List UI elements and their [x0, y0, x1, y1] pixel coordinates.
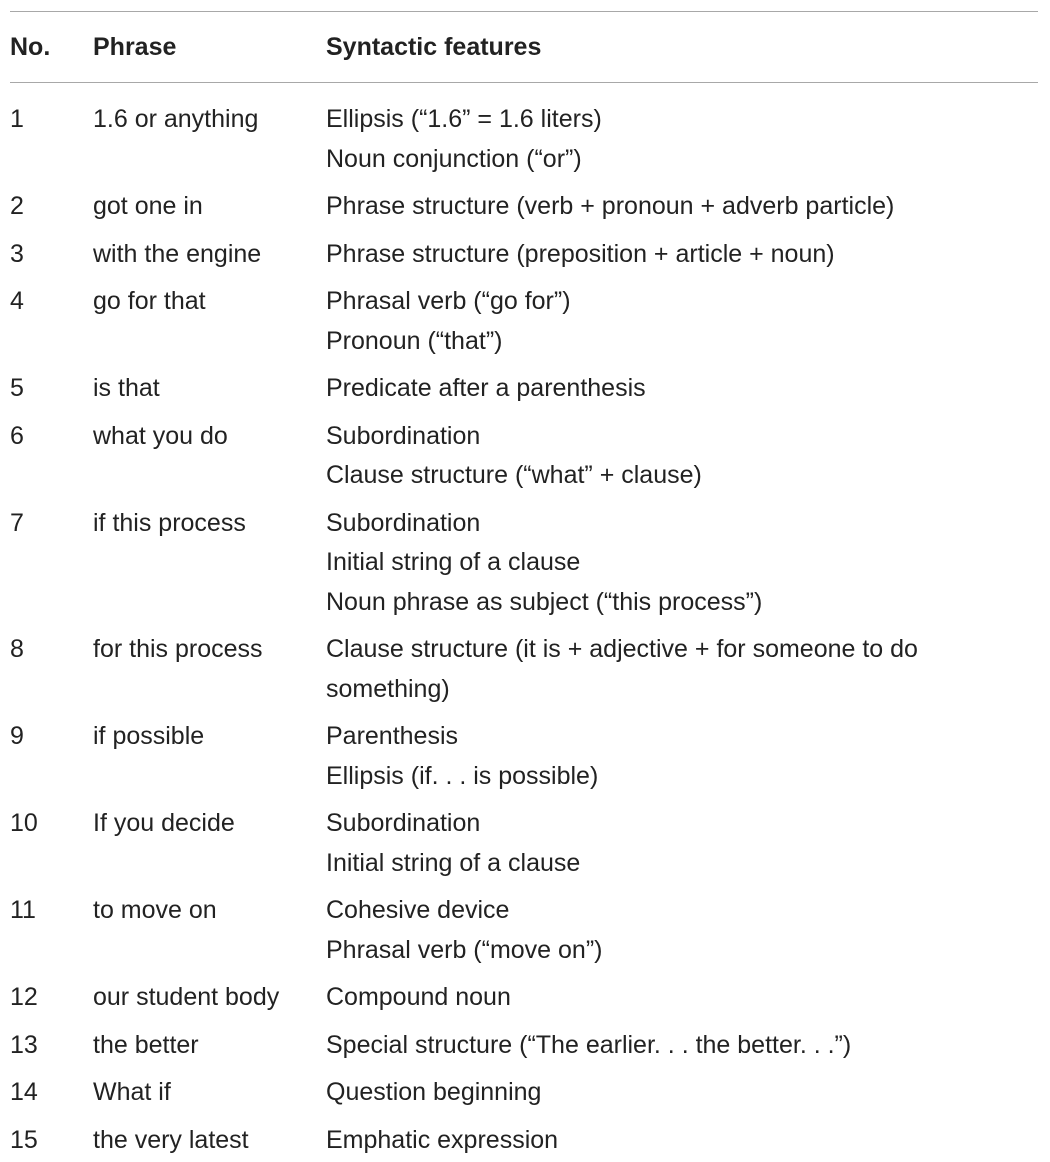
table-row: [10, 1018, 1038, 1066]
row-features: [326, 409, 1038, 496]
feature-line: Emphatic expression: [326, 1125, 559, 1154]
feature-line: Phrasal verb (“go for”): [326, 287, 571, 315]
row-number: 15: [10, 1125, 38, 1154]
row-number: 10: [10, 809, 38, 837]
row-number: 7: [10, 508, 24, 537]
row-features: [326, 1018, 1038, 1066]
feature-line: Question beginning: [326, 1078, 542, 1106]
table-body: [10, 83, 1038, 1161]
table-row: [10, 361, 1038, 409]
table-row: [10, 622, 1038, 709]
feature-line: Noun conjunction (“or”): [326, 144, 582, 173]
table-row: [10, 179, 1038, 227]
row-number: 14: [10, 1078, 38, 1106]
row-number: 5: [10, 374, 24, 402]
feature-line: Cohesive device: [326, 896, 510, 924]
feature-line: Phrase structure (preposition + article + noun): [326, 239, 835, 268]
row-phrase: go for that: [93, 287, 206, 315]
row-number: 11: [10, 896, 36, 924]
row-phrase: for this process: [93, 635, 263, 663]
table-row: [10, 496, 1038, 623]
row-number: 4: [10, 287, 24, 315]
feature-line: Phrase structure (verb + pronoun + adverb particle): [326, 192, 895, 220]
row-number: 12: [10, 983, 38, 1011]
row-number: 8: [10, 635, 24, 663]
row-phrase: with the engine: [93, 239, 262, 268]
row-features: [326, 83, 1038, 180]
table-header: [10, 12, 1038, 83]
header-no: No.: [10, 12, 93, 83]
row-number: 3: [10, 239, 24, 268]
row-phrase: 1.6 or anything: [93, 105, 259, 133]
row-features: [326, 227, 1038, 275]
row-features: [326, 709, 1038, 796]
row-features: [326, 496, 1038, 623]
feature-line: Subordination: [326, 809, 481, 837]
row-phrase: If you decide: [93, 809, 235, 837]
feature-line: Clause structure (it is + adjective + for someone to do something): [326, 635, 918, 703]
feature-line: Subordination: [326, 421, 481, 450]
row-phrase: if possible: [93, 722, 205, 750]
row-phrase: got one in: [93, 192, 203, 220]
feature-line: Clause structure (“what” + clause): [326, 461, 702, 489]
table-row: [10, 1113, 1038, 1161]
feature-line: Initial string of a clause: [326, 848, 581, 877]
row-features: [326, 361, 1038, 409]
feature-line: Predicate after a parenthesis: [326, 374, 646, 402]
feature-line: Pronoun (“that”): [326, 326, 503, 355]
row-phrase: to move on: [93, 896, 217, 924]
table-row: [10, 796, 1038, 883]
table-row: [10, 709, 1038, 796]
feature-line: Special structure (“The earlier. . . the better. . .”): [326, 1030, 852, 1059]
row-features: [326, 883, 1038, 970]
row-number: 9: [10, 722, 24, 750]
table-row: [10, 883, 1038, 970]
row-number: 13: [10, 1030, 38, 1059]
row-phrase: if this process: [93, 508, 246, 537]
table-row: [10, 970, 1038, 1018]
row-phrase: the very latest: [93, 1125, 249, 1154]
feature-line: Parenthesis: [326, 722, 459, 750]
table-row: [10, 1065, 1038, 1113]
table-row: [10, 274, 1038, 361]
feature-line: Ellipsis (if. . . is possible): [326, 761, 599, 790]
row-phrase: our student body: [93, 983, 280, 1011]
row-features: [326, 179, 1038, 227]
row-phrase: is that: [93, 374, 160, 402]
row-phrase: what you do: [93, 421, 228, 450]
row-number: 1: [10, 105, 24, 133]
row-features: [326, 796, 1038, 883]
feature-line: Initial string of a clause: [326, 548, 581, 576]
feature-line: Ellipsis (“1.6” = 1.6 liters): [326, 105, 602, 133]
header-phrase: Phrase: [93, 12, 326, 83]
row-features: [326, 622, 1038, 709]
row-features: [326, 274, 1038, 361]
table-row: [10, 83, 1038, 180]
row-phrase: What if: [93, 1078, 171, 1106]
row-features: [326, 1113, 1038, 1161]
row-phrase: the better: [93, 1030, 199, 1059]
table-row: [10, 409, 1038, 496]
header-features: Syntactic features: [326, 12, 1038, 83]
feature-line: Subordination: [326, 508, 481, 537]
row-features: [326, 1065, 1038, 1113]
feature-line: Noun phrase as subject (“this process”): [326, 587, 763, 616]
feature-line: Compound noun: [326, 983, 511, 1011]
table-row: [10, 227, 1038, 275]
syntactic-features-table-container: [10, 11, 1038, 1160]
feature-line: Phrasal verb (“move on”): [326, 935, 603, 964]
header-row: [10, 12, 1038, 83]
row-number: 2: [10, 192, 24, 220]
row-number: 6: [10, 421, 24, 450]
syntactic-features-table: [10, 11, 1038, 1160]
row-features: [326, 970, 1038, 1018]
